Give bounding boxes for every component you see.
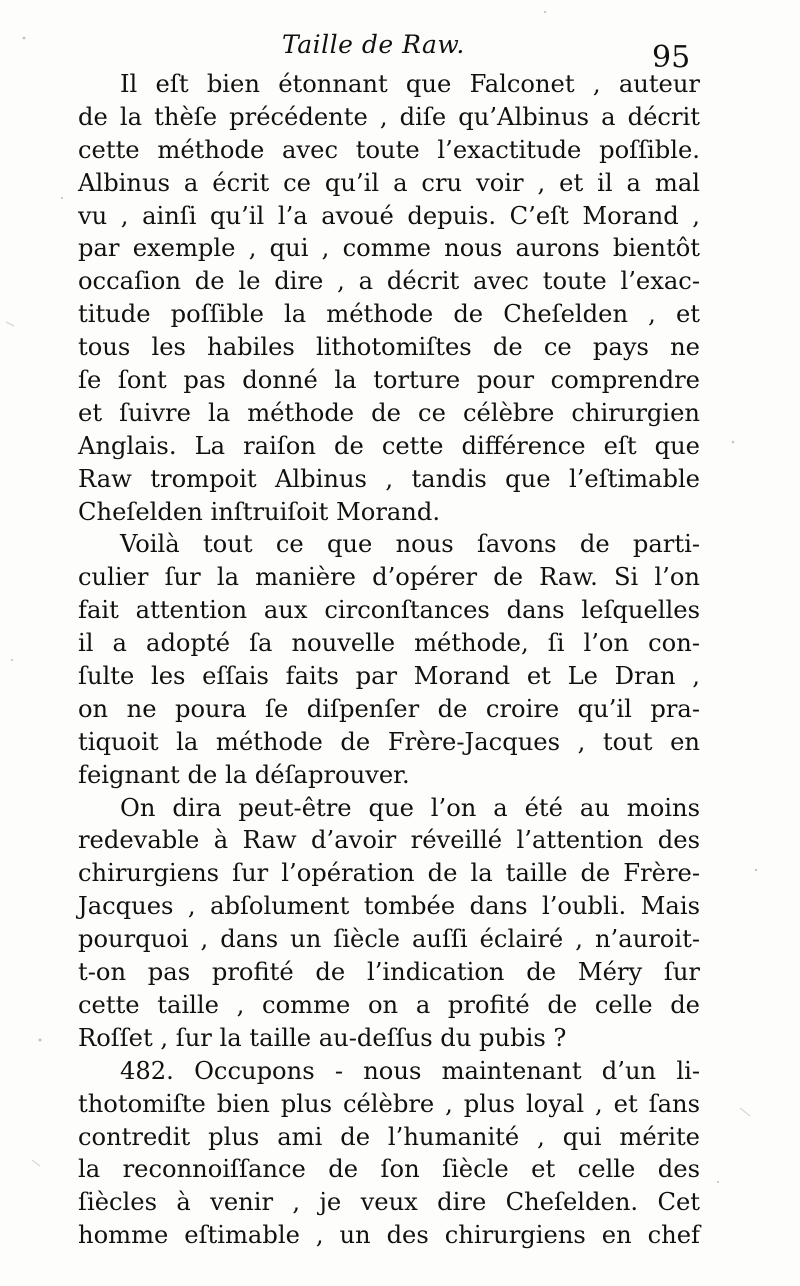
text-line: occaſion de le dire , a décrit avec toute l’exac- <box>78 267 700 296</box>
text-line: redevable à Raw d’avoir réveillé l’attention des <box>78 826 700 855</box>
text-line: On dira peut-être que l’on a été au moins <box>120 793 700 822</box>
text-line: Raw trompoit Albinus , tandis que l’eſtimable <box>78 464 700 493</box>
text-line: et ſuivre la méthode de ce célèbre chirurgien <box>78 398 700 427</box>
text-line: ſe ſont pas donné la torture pour comprendre <box>78 366 700 395</box>
text-line: Jacques , abſolument tombée dans l’oubli. Mais <box>78 892 700 921</box>
text-line: homme eſtimable , un des chirurgiens en chef <box>78 1221 700 1250</box>
body-text <box>78 68 700 1252</box>
text-line: ſiècles à venir , je veux dire Cheſelden. Cet <box>78 1188 700 1217</box>
text-line: pourquoi , dans un ſiècle auſſi éclairé , n’auroit- <box>78 925 700 954</box>
text-line: Il eſt bien étonnant que Falconet , auteur <box>120 70 700 98</box>
text-line: culier ſur la manière d’opérer de Raw. Si l’on <box>78 563 700 592</box>
text-line: Roſſet , ſur la taille au-deſſus du pubis ? <box>78 1023 567 1052</box>
text-line: de la thèſe précédente , diſe qu’Albinus a décrit <box>78 102 700 131</box>
text-line: la reconnoiſſance de ſon ſiècle et celle des <box>78 1155 700 1184</box>
text-line: contredit plus ami de l’humanité , qui mérite <box>78 1122 700 1151</box>
text-line: tous les habiles lithotomiſtes de ce pays ne <box>78 333 700 362</box>
text-line: fait attention aux circonſtances dans leſquelles <box>78 596 700 625</box>
text-line: cette taille , comme on a profité de celle de <box>78 990 700 1019</box>
page-number: 95 <box>652 40 691 75</box>
text-line: on ne poura ſe diſpenſer de croire qu’il pra- <box>78 694 700 723</box>
text-line: tiquoit la méthode de Frère-Jacques , tout en <box>78 727 700 756</box>
text-line: Anglais. La raiſon de cette différence eſt que <box>78 431 700 460</box>
text-line: feignant de la déſaprouver. <box>78 760 410 789</box>
text-line: titude poſſible la méthode de Cheſelden , et <box>78 300 700 329</box>
text-line: t-on pas profité de l’indication de Méry ſur <box>78 958 700 987</box>
text-line: cette méthode avec toute l’exactitude poſſible. <box>78 135 700 164</box>
text-line: Voilà tout ce que nous ſavons de parti- <box>120 530 700 559</box>
text-line: vu , ainſi qu’il l’a avoué depuis. C’eſt Morand , <box>78 201 700 230</box>
text-line: Albinus a écrit ce qu’il a cru voir , et il a mal <box>78 168 700 197</box>
text-line: Cheſelden inſtruiſoit Morand. <box>78 497 441 526</box>
text-line: thotomiſte bien plus célèbre , plus loyal , et ſans <box>78 1089 700 1118</box>
running-head: Taille de Raw. <box>282 30 465 59</box>
text-line: il a adopté ſa nouvelle méthode, ſi l’on con- <box>78 629 700 658</box>
text-line: par exemple , qui , comme nous aurons bientôt <box>78 234 700 263</box>
text-line: ſulte les eſſais faits par Morand et Le Dran , <box>78 662 700 691</box>
text-line: 482. Occupons - nous maintenant d’un li- <box>120 1056 700 1085</box>
text-line: chirurgiens ſur l’opération de la taille de Frère- <box>78 859 700 888</box>
